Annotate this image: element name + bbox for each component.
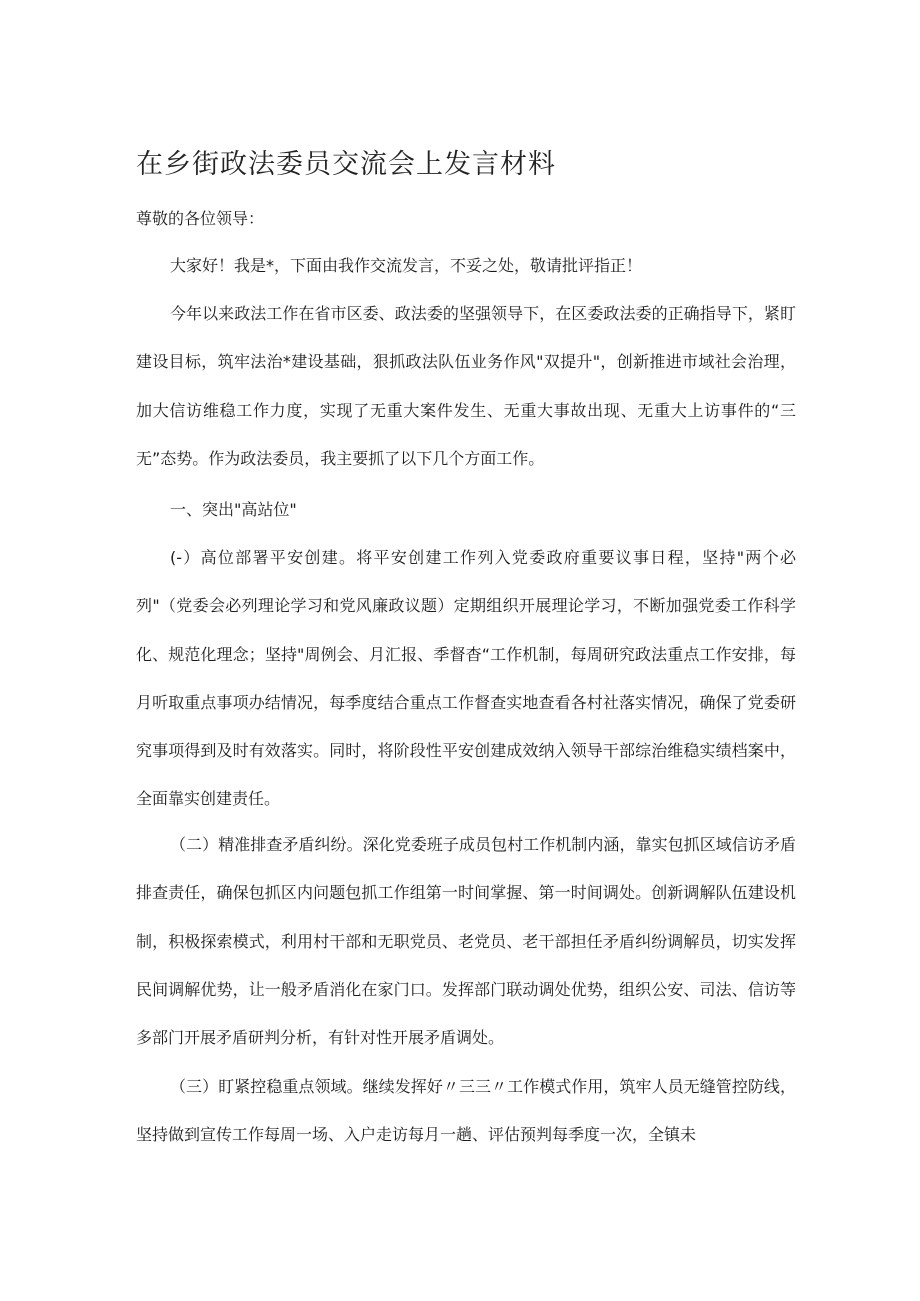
subsection-paragraph-3: （三）盯紧控稳重点领域。继续发挥好〃三三〃工作模式作用，筑牢人员无缝管控防线，坚持做到宣传工作每周一场、入户走访每月一趟、评估预判每季度一次，全镇未 xyxy=(136,1077,796,1145)
subsection-paragraph-2: （二）精准排查矛盾纠纷。深化党委班子成员包村工作机制内涵，靠实包抓区域信访矛盾排查责任，确保包抓区内问题包抓工作组第一时间掌握、第一时间调处。创新调解队伍建设机制，积极探索模式，利用村干部和无职党员、老党员、老干部担任矛盾纠纷调解员，切实发挥民间调解优势，让一般矛盾消化在家门口。发挥部门联动调处优势，组织公安、司法、信访等多部门开展矛盾研判分析，有针对性开展矛盾调处。 xyxy=(136,835,796,1048)
subsection-paragraph-1: (-）高位部署平安创建。将平安创建工作列入党委政府重要议事日程，坚持"两个必列"（党委会必列理论学习和党风廉政议题）定期组织开展理论学习，不断加强党委工作科学化、规范化理念；坚持"周例会、月汇报、季督杳“工作机制，每周研究政法重点工作安排，每月听取重点事项办结情况，每季度结合重点工作督查实地查看各村社落实情况，确保了党委研究事项得到及时有效落实。同时，将阶段性平安创建成效纳入领导干部综治维稳实绩档案中，全面靠实创建责任。 xyxy=(136,548,796,809)
greeting-paragraph: 大家好！我是*，下面由我作交流发言，不妥之处，敬请批评指正！ xyxy=(170,256,643,275)
salutation: 尊敬的各位领导： xyxy=(136,209,265,228)
document-title: 在乡街政法委员交流会上发言材料 xyxy=(136,149,556,180)
intro-paragraph: 今年以来政法工作在省市区委、政法委的坚强领导下，在区委政法委的正确指导下，紧盯建设目标，筑牢法治*建设基础，狠抓政法队伍业务作风"双提升"，创新推进市域社会治理，加大信访维稳工作力度，实现了无重大案件发生、无重大事故出现、无重大上访事件的“三无”态势。作为政法委员，我主要抓了以下几个方面工作。 xyxy=(136,304,796,468)
section-heading-1: 一、突出"高站位" xyxy=(170,500,297,519)
